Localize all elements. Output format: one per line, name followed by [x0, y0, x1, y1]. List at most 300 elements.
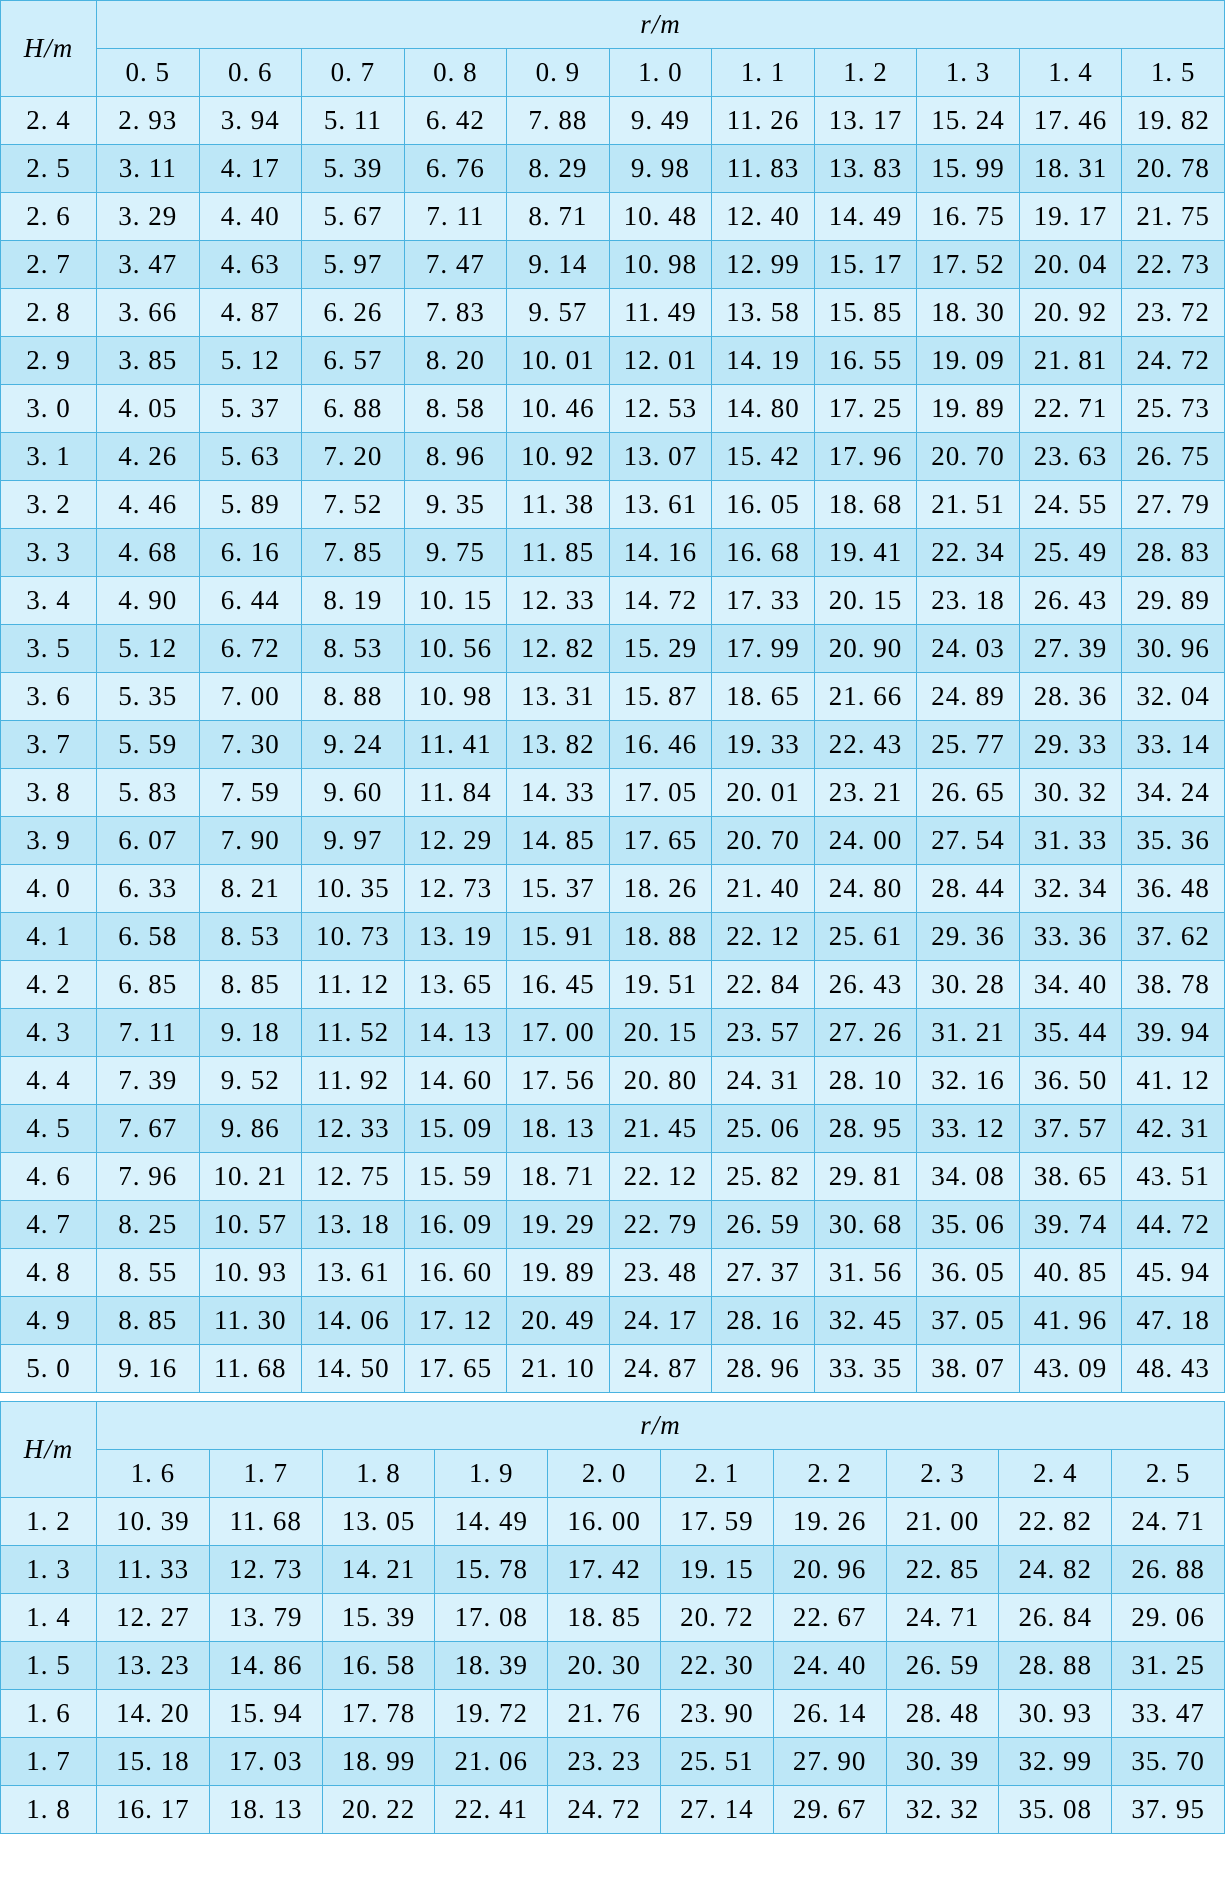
table-header-row-top — [1, 1, 1225, 49]
table-cell: 42. 31 — [1122, 1105, 1225, 1153]
table-cell: 8. 88 — [302, 673, 405, 721]
table-cell: 20. 72 — [660, 1594, 773, 1642]
table-cell: 15. 59 — [404, 1153, 507, 1201]
table-cell: 30. 93 — [999, 1690, 1112, 1738]
table-cell: 34. 08 — [917, 1153, 1020, 1201]
table-cell: 32. 16 — [917, 1057, 1020, 1105]
table-cell: 25. 51 — [660, 1738, 773, 1786]
table-cell: 32. 34 — [1019, 865, 1122, 913]
header-top-label: r/m — [97, 1402, 1225, 1450]
table-cell: 7. 96 — [97, 1153, 200, 1201]
table-cell: 21. 75 — [1122, 193, 1225, 241]
row-header-cell: 3. 1 — [1, 433, 97, 481]
table-cell: 16. 00 — [548, 1498, 661, 1546]
row-header-cell: 4. 4 — [1, 1057, 97, 1105]
table-cell: 30. 68 — [814, 1201, 917, 1249]
table-cell: 36. 50 — [1019, 1057, 1122, 1105]
row-header-cell: 2. 7 — [1, 241, 97, 289]
table-cell: 9. 18 — [199, 1009, 302, 1057]
table-header-row-columns — [1, 49, 1225, 97]
table-cell: 3. 11 — [97, 145, 200, 193]
table-cell: 9. 35 — [404, 481, 507, 529]
table-cell: 19. 89 — [917, 385, 1020, 433]
table-cell: 7. 83 — [404, 289, 507, 337]
table-cell: 15. 29 — [609, 625, 712, 673]
table-cell: 20. 92 — [1019, 289, 1122, 337]
table-row — [1, 1057, 1225, 1105]
table-cell: 16. 09 — [404, 1201, 507, 1249]
table-cell: 20. 80 — [609, 1057, 712, 1105]
table-cell: 28. 36 — [1019, 673, 1122, 721]
row-header-cell: 3. 0 — [1, 385, 97, 433]
table-cell: 20. 70 — [917, 433, 1020, 481]
table-cell: 33. 47 — [1112, 1690, 1225, 1738]
table-cell: 21. 51 — [917, 481, 1020, 529]
table-cell: 27. 37 — [712, 1249, 815, 1297]
column-header: 1. 3 — [917, 49, 1020, 97]
column-header: 2. 0 — [548, 1450, 661, 1498]
table-cell: 7. 85 — [302, 529, 405, 577]
table-cell: 29. 81 — [814, 1153, 917, 1201]
table-cell: 9. 97 — [302, 817, 405, 865]
table-cell: 10. 93 — [199, 1249, 302, 1297]
row-header-cell: 1. 4 — [1, 1594, 97, 1642]
row-header-cell: 4. 9 — [1, 1297, 97, 1345]
table-cell: 10. 21 — [199, 1153, 302, 1201]
table-cell: 25. 73 — [1122, 385, 1225, 433]
table-row — [1, 1345, 1225, 1393]
header-corner-label: H/m — [1, 1402, 97, 1498]
table-cell: 11. 68 — [209, 1498, 322, 1546]
table-cell: 14. 16 — [609, 529, 712, 577]
table-cell: 7. 00 — [199, 673, 302, 721]
table-cell: 30. 39 — [886, 1738, 999, 1786]
table-cell: 5. 59 — [97, 721, 200, 769]
table-cell: 28. 95 — [814, 1105, 917, 1153]
table-cell: 20. 78 — [1122, 145, 1225, 193]
row-header-cell: 3. 8 — [1, 769, 97, 817]
table-cell: 7. 30 — [199, 721, 302, 769]
table-cell: 31. 25 — [1112, 1642, 1225, 1690]
table-cell: 35. 08 — [999, 1786, 1112, 1834]
table-cell: 24. 03 — [917, 625, 1020, 673]
table-cell: 18. 85 — [548, 1594, 661, 1642]
table-row — [1, 1297, 1225, 1345]
table-cell: 12. 27 — [97, 1594, 210, 1642]
table-cell: 15. 24 — [917, 97, 1020, 145]
table-cell: 10. 15 — [404, 577, 507, 625]
column-header: 2. 2 — [773, 1450, 886, 1498]
row-header-cell: 1. 5 — [1, 1642, 97, 1690]
table-cell: 18. 13 — [209, 1786, 322, 1834]
table-cell: 5. 63 — [199, 433, 302, 481]
column-header: 1. 9 — [435, 1450, 548, 1498]
table-cell: 5. 35 — [97, 673, 200, 721]
table-cell: 17. 12 — [404, 1297, 507, 1345]
table-cell: 7. 39 — [97, 1057, 200, 1105]
table-cell: 22. 79 — [609, 1201, 712, 1249]
row-header-cell: 4. 5 — [1, 1105, 97, 1153]
table-cell: 24. 87 — [609, 1345, 712, 1393]
table-cell: 5. 37 — [199, 385, 302, 433]
row-header-cell: 4. 8 — [1, 1249, 97, 1297]
table-cell: 18. 39 — [435, 1642, 548, 1690]
table-cell: 15. 78 — [435, 1546, 548, 1594]
table-cell: 19. 51 — [609, 961, 712, 1009]
table-row — [1, 1738, 1225, 1786]
table-row — [1, 577, 1225, 625]
table-cell: 5. 97 — [302, 241, 405, 289]
table-cell: 24. 71 — [886, 1594, 999, 1642]
column-header: 1. 5 — [1122, 49, 1225, 97]
table-row — [1, 1249, 1225, 1297]
table-cell: 14. 49 — [435, 1498, 548, 1546]
table-cell: 10. 39 — [97, 1498, 210, 1546]
table-cell: 6. 85 — [97, 961, 200, 1009]
table-cell: 45. 94 — [1122, 1249, 1225, 1297]
table-cell: 13. 61 — [609, 481, 712, 529]
table-cell: 7. 88 — [507, 97, 610, 145]
table-cell: 19. 72 — [435, 1690, 548, 1738]
column-header: 1. 0 — [609, 49, 712, 97]
table-cell: 6. 16 — [199, 529, 302, 577]
table-cell: 8. 29 — [507, 145, 610, 193]
table-cell: 26. 75 — [1122, 433, 1225, 481]
column-header: 2. 1 — [660, 1450, 773, 1498]
table-cell: 14. 49 — [814, 193, 917, 241]
table-cell: 15. 87 — [609, 673, 712, 721]
table-cell: 21. 06 — [435, 1738, 548, 1786]
table-cell: 24. 82 — [999, 1546, 1112, 1594]
table-cell: 41. 12 — [1122, 1057, 1225, 1105]
table-cell: 27. 90 — [773, 1738, 886, 1786]
table-cell: 8. 53 — [199, 913, 302, 961]
table-cell: 26. 59 — [712, 1201, 815, 1249]
table-cell: 26. 59 — [886, 1642, 999, 1690]
table-cell: 15. 91 — [507, 913, 610, 961]
table-cell: 24. 00 — [814, 817, 917, 865]
table-cell: 14. 50 — [302, 1345, 405, 1393]
table-cell: 14. 33 — [507, 769, 610, 817]
table-cell: 8. 25 — [97, 1201, 200, 1249]
table-cell: 22. 67 — [773, 1594, 886, 1642]
table-cell: 23. 57 — [712, 1009, 815, 1057]
table-cell: 9. 57 — [507, 289, 610, 337]
table-cell: 13. 83 — [814, 145, 917, 193]
table-cell: 25. 82 — [712, 1153, 815, 1201]
table-cell: 17. 65 — [404, 1345, 507, 1393]
table-row — [1, 1642, 1225, 1690]
row-header-cell: 4. 2 — [1, 961, 97, 1009]
table-cell: 16. 46 — [609, 721, 712, 769]
table-cell: 18. 31 — [1019, 145, 1122, 193]
table-cell: 24. 17 — [609, 1297, 712, 1345]
table-cell: 10. 46 — [507, 385, 610, 433]
column-header: 1. 6 — [97, 1450, 210, 1498]
table-cell: 9. 52 — [199, 1057, 302, 1105]
table-cell: 18. 30 — [917, 289, 1020, 337]
table-cell: 12. 33 — [507, 577, 610, 625]
table-cell: 20. 15 — [814, 577, 917, 625]
row-header-cell: 1. 8 — [1, 1786, 97, 1834]
table-cell: 21. 10 — [507, 1345, 610, 1393]
row-header-cell: 4. 1 — [1, 913, 97, 961]
table-cell: 15. 42 — [712, 433, 815, 481]
table-row — [1, 337, 1225, 385]
table-cell: 13. 23 — [97, 1642, 210, 1690]
table-cell: 21. 66 — [814, 673, 917, 721]
table-cell: 14. 85 — [507, 817, 610, 865]
table-cell: 11. 85 — [507, 529, 610, 577]
table-cell: 32. 99 — [999, 1738, 1112, 1786]
table-cell: 19. 89 — [507, 1249, 610, 1297]
table-cell: 10. 01 — [507, 337, 610, 385]
table-cell: 13. 18 — [302, 1201, 405, 1249]
table-row — [1, 1153, 1225, 1201]
table-cell: 12. 99 — [712, 241, 815, 289]
table-cell: 47. 18 — [1122, 1297, 1225, 1345]
table-cell: 5. 11 — [302, 97, 405, 145]
table-cell: 27. 26 — [814, 1009, 917, 1057]
table-cell: 6. 33 — [97, 865, 200, 913]
table-cell: 26. 43 — [1019, 577, 1122, 625]
table-row — [1, 1201, 1225, 1249]
table-cell: 8. 55 — [97, 1249, 200, 1297]
table-cell: 6. 58 — [97, 913, 200, 961]
table-cell: 23. 21 — [814, 769, 917, 817]
table-cell: 39. 94 — [1122, 1009, 1225, 1057]
table-cell: 21. 45 — [609, 1105, 712, 1153]
table-cell: 29. 89 — [1122, 577, 1225, 625]
table-cell: 17. 42 — [548, 1546, 661, 1594]
table-cell: 17. 25 — [814, 385, 917, 433]
table-row — [1, 913, 1225, 961]
table-cell: 19. 09 — [917, 337, 1020, 385]
table-cell: 9. 98 — [609, 145, 712, 193]
table-cell: 5. 89 — [199, 481, 302, 529]
table-cell: 8. 85 — [97, 1297, 200, 1345]
table-row — [1, 865, 1225, 913]
table-cell: 14. 06 — [302, 1297, 405, 1345]
table-cell: 14. 60 — [404, 1057, 507, 1105]
table-cell: 30. 32 — [1019, 769, 1122, 817]
table-cell: 43. 09 — [1019, 1345, 1122, 1393]
table-cell: 12. 29 — [404, 817, 507, 865]
table-cell: 10. 92 — [507, 433, 610, 481]
table-cell: 27. 79 — [1122, 481, 1225, 529]
table-cell: 8. 19 — [302, 577, 405, 625]
table-cell: 28. 88 — [999, 1642, 1112, 1690]
table-cell: 17. 33 — [712, 577, 815, 625]
table-header-row-columns — [1, 1450, 1225, 1498]
table-cell: 24. 72 — [548, 1786, 661, 1834]
table-row — [1, 1009, 1225, 1057]
table-cell: 7. 90 — [199, 817, 302, 865]
table-cell: 33. 35 — [814, 1345, 917, 1393]
table-cell: 35. 36 — [1122, 817, 1225, 865]
table-cell: 22. 12 — [712, 913, 815, 961]
column-header: 0. 5 — [97, 49, 200, 97]
table-cell: 16. 05 — [712, 481, 815, 529]
table-cell: 38. 65 — [1019, 1153, 1122, 1201]
table-cell: 17. 03 — [209, 1738, 322, 1786]
table-cell: 18. 68 — [814, 481, 917, 529]
table-cell: 23. 72 — [1122, 289, 1225, 337]
table-cell: 43. 51 — [1122, 1153, 1225, 1201]
table-cell: 22. 73 — [1122, 241, 1225, 289]
row-header-cell: 3. 7 — [1, 721, 97, 769]
table-cell: 4. 17 — [199, 145, 302, 193]
table-cell: 7. 11 — [404, 193, 507, 241]
table-cell: 29. 33 — [1019, 721, 1122, 769]
table-cell: 11. 92 — [302, 1057, 405, 1105]
table-cell: 32. 04 — [1122, 673, 1225, 721]
column-header: 1. 7 — [209, 1450, 322, 1498]
table-cell: 29. 06 — [1112, 1594, 1225, 1642]
table-row — [1, 529, 1225, 577]
table-cell: 36. 48 — [1122, 865, 1225, 913]
table-cell: 20. 90 — [814, 625, 917, 673]
table-cell: 11. 52 — [302, 1009, 405, 1057]
table-cell: 2. 93 — [97, 97, 200, 145]
table-row — [1, 1546, 1225, 1594]
table-cell: 13. 61 — [302, 1249, 405, 1297]
table-cell: 12. 01 — [609, 337, 712, 385]
table-cell: 40. 85 — [1019, 1249, 1122, 1297]
table-cell: 5. 83 — [97, 769, 200, 817]
table-cell: 26. 65 — [917, 769, 1020, 817]
table-cell: 15. 39 — [322, 1594, 435, 1642]
table-cell: 7. 59 — [199, 769, 302, 817]
table-cell: 20. 01 — [712, 769, 815, 817]
table-cell: 14. 20 — [97, 1690, 210, 1738]
table-cell: 28. 44 — [917, 865, 1020, 913]
table-cell: 9. 49 — [609, 97, 712, 145]
table-cell: 4. 90 — [97, 577, 200, 625]
table-cell: 12. 75 — [302, 1153, 405, 1201]
table-cell: 7. 20 — [302, 433, 405, 481]
table-cell: 13. 79 — [209, 1594, 322, 1642]
table-row — [1, 1690, 1225, 1738]
table-cell: 17. 52 — [917, 241, 1020, 289]
table-cell: 16. 60 — [404, 1249, 507, 1297]
column-header: 2. 3 — [886, 1450, 999, 1498]
row-header-cell: 2. 4 — [1, 97, 97, 145]
table-cell: 6. 88 — [302, 385, 405, 433]
table-cell: 9. 14 — [507, 241, 610, 289]
table-row — [1, 289, 1225, 337]
table-cell: 14. 19 — [712, 337, 815, 385]
row-header-cell: 2. 5 — [1, 145, 97, 193]
table-cell: 9. 24 — [302, 721, 405, 769]
table-cell: 31. 21 — [917, 1009, 1020, 1057]
table-row — [1, 481, 1225, 529]
table-cell: 26. 84 — [999, 1594, 1112, 1642]
table-cell: 31. 33 — [1019, 817, 1122, 865]
header-corner-label: H/m — [1, 1, 97, 97]
table-cell: 4. 40 — [199, 193, 302, 241]
table-cell: 38. 07 — [917, 1345, 1020, 1393]
row-header-cell: 3. 3 — [1, 529, 97, 577]
table-cell: 38. 78 — [1122, 961, 1225, 1009]
table-cell: 13. 19 — [404, 913, 507, 961]
table-cell: 33. 36 — [1019, 913, 1122, 961]
table-cell: 16. 45 — [507, 961, 610, 1009]
table-cell: 5. 12 — [199, 337, 302, 385]
table-cell: 22. 82 — [999, 1498, 1112, 1546]
table-cell: 4. 26 — [97, 433, 200, 481]
table-cell: 8. 71 — [507, 193, 610, 241]
row-header-cell: 3. 6 — [1, 673, 97, 721]
table-cell: 12. 73 — [209, 1546, 322, 1594]
table-cell: 24. 71 — [1112, 1498, 1225, 1546]
table-cell: 23. 63 — [1019, 433, 1122, 481]
table-cell: 12. 73 — [404, 865, 507, 913]
table-cell: 19. 82 — [1122, 97, 1225, 145]
table-cell: 37. 57 — [1019, 1105, 1122, 1153]
table-row — [1, 721, 1225, 769]
table-cell: 8. 85 — [199, 961, 302, 1009]
table-cell: 12. 33 — [302, 1105, 405, 1153]
table-cell: 16. 17 — [97, 1786, 210, 1834]
table-cell: 15. 99 — [917, 145, 1020, 193]
column-header: 1. 2 — [814, 49, 917, 97]
table-cell: 37. 05 — [917, 1297, 1020, 1345]
table-cell: 44. 72 — [1122, 1201, 1225, 1249]
table-cell: 15. 37 — [507, 865, 610, 913]
table-cell: 11. 12 — [302, 961, 405, 1009]
table-cell: 32. 32 — [886, 1786, 999, 1834]
row-header-cell: 1. 7 — [1, 1738, 97, 1786]
table-cell: 25. 77 — [917, 721, 1020, 769]
table-cell: 34. 40 — [1019, 961, 1122, 1009]
table-cell: 20. 70 — [712, 817, 815, 865]
table-cell: 18. 99 — [322, 1738, 435, 1786]
table-cell: 14. 72 — [609, 577, 712, 625]
table-cell: 21. 40 — [712, 865, 815, 913]
table-cell: 3. 29 — [97, 193, 200, 241]
table-cell: 19. 41 — [814, 529, 917, 577]
table-cell: 6. 26 — [302, 289, 405, 337]
table-cell: 26. 14 — [773, 1690, 886, 1738]
table-cell: 10. 57 — [199, 1201, 302, 1249]
table-cell: 4. 05 — [97, 385, 200, 433]
table-cell: 21. 81 — [1019, 337, 1122, 385]
table-cell: 25. 49 — [1019, 529, 1122, 577]
table-cell: 6. 44 — [199, 577, 302, 625]
column-header: 0. 8 — [404, 49, 507, 97]
table-cell: 5. 67 — [302, 193, 405, 241]
table-cell: 17. 78 — [322, 1690, 435, 1738]
table-cell: 14. 86 — [209, 1642, 322, 1690]
table-cell: 11. 49 — [609, 289, 712, 337]
table-cell: 22. 34 — [917, 529, 1020, 577]
table-cell: 17. 56 — [507, 1057, 610, 1105]
table-cell: 37. 95 — [1112, 1786, 1225, 1834]
table-section-divider — [0, 1393, 1225, 1401]
table-cell: 26. 88 — [1112, 1546, 1225, 1594]
table-cell: 36. 05 — [917, 1249, 1020, 1297]
table-cell: 17. 59 — [660, 1498, 773, 1546]
table-cell: 23. 48 — [609, 1249, 712, 1297]
table-cell: 30. 28 — [917, 961, 1020, 1009]
table-cell: 3. 66 — [97, 289, 200, 337]
table-cell: 19. 29 — [507, 1201, 610, 1249]
table-cell: 28. 16 — [712, 1297, 815, 1345]
table-cell: 24. 31 — [712, 1057, 815, 1105]
table-cell: 33. 14 — [1122, 721, 1225, 769]
table-cell: 35. 06 — [917, 1201, 1020, 1249]
